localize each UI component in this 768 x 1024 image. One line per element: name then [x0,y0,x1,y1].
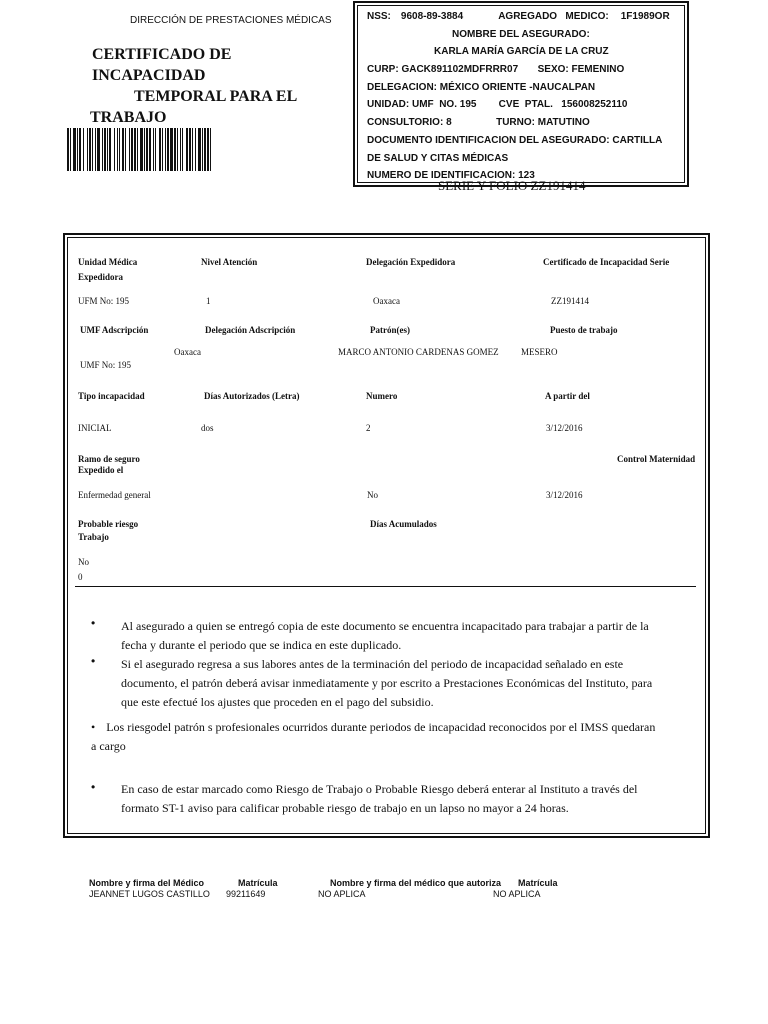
ramo-seguro-value: Enfermedad general [78,490,151,500]
probable-riesgo-value: No [78,557,89,567]
tipo-incapacidad-label: Tipo incapacidad [78,391,145,401]
delegacion-line: DELEGACION: MÉXICO ORIENTE -NAUCALPAN [367,82,596,93]
note-bullet-3: • [91,720,96,734]
medico-label: Nombre y firma del Médico [89,878,205,888]
expedidora-label: Expedidora [78,272,124,282]
numero-value: 2 [366,423,371,433]
certificate-title-line-1: CERTIFICADO DE INCAPACIDAD [92,46,232,84]
note-3-line-1 [91,718,701,737]
note-4 [121,780,638,818]
certificado-serie-label: Certificado de Incapacidad Serie [543,257,670,267]
note-4-line-1: En caso de estar marcado como Riesgo de Trabajo o Probable Riesgo deberá enterar al Instituto a través del [121,782,638,796]
certificate-title-line-2: TEMPORAL PARA EL [134,88,298,105]
unidad-medica-label: Unidad Médica [78,257,138,267]
note-3-line-1-text: Los riesgodel patrón s profesionales ocurridos durante periodos de incapacidad reconocidos por el IMSS quedaran [106,720,656,734]
medico-autoriza-label: Nombre y firma del médico que autoriza [330,878,502,888]
note-1-line-1: Al asegurado a quien se entregó copia de este documento se encuentra incapacitado para trabajar a partir de la [121,619,649,633]
patron-value: MARCO ANTONIO CARDENAS GOMEZ [338,347,499,357]
form-divider [75,586,696,587]
note-1 [121,617,649,655]
matricula-autoriza-label: Matrícula [518,878,558,888]
numero-identificacion-line: NUMERO DE IDENTIFICACION: 123 [367,170,535,181]
tipo-incapacidad-value: INICIAL [78,423,112,433]
dias-autorizados-label: Días Autorizados (Letra) [204,391,300,401]
matricula-value: 99211649 [226,889,266,899]
umf-adscripcion-value: UMF No: 195 [80,360,132,370]
matricula-label: Matrícula [238,878,278,888]
matricula-autoriza-value: NO APLICA [493,889,541,899]
agregado-label: AGREGADO MEDICO: [498,11,609,22]
delegacion-expedidora-value: Oaxaca [373,296,400,306]
trabajo-label: Trabajo [78,532,109,542]
curp-sexo-line: CURP: GACK891102MDFRRR07 SEXO: FEMENINO [367,64,625,75]
probable-riesgo-label: Probable riesgo [78,519,139,529]
control-maternidad-value: No [367,490,378,500]
note-2-line-2: documento, el patrón deberá avisar inmediatamente y por escrito a Prestaciones Económicas del Instituto, para [121,676,653,690]
dias-acumulados-value: 0 [78,572,83,582]
agregado-value: 1F1989OR [620,11,670,22]
nivel-atencion-label: Nivel Atención [201,257,258,267]
delegacion-adscripcion-value: Oaxaca [174,347,201,357]
medico-value: JEANNET LUGOS CASTILLO [89,889,210,899]
documento-line-1: DOCUMENTO IDENTIFICACION DEL ASEGURADO: CARTILLA [367,135,663,146]
note-2-line-3: que este efectué los ajustes que proceden en el pago del subsidio. [121,695,434,709]
nss-row [367,11,670,22]
a-partir-value: 3/12/2016 [546,423,583,433]
dias-acumulados-label: Días Acumulados [370,519,437,529]
numero-label: Numero [366,391,398,401]
control-maternidad-label: Control Maternidad [617,454,696,464]
nss-value: 9608-89-3884 [400,11,464,22]
delegacion-expedidora-label: Delegación Expedidora [366,257,456,267]
nombre-label: NOMBRE DEL ASEGURADO: [452,29,590,40]
expedido-el-label: Expedido el [78,465,124,475]
a-partir-label: A partir del [545,391,590,401]
delegacion-adscripcion-label: Delegación Adscripción [205,325,296,335]
note-bullet-2: • [91,654,96,668]
unidad-medica-value: UFM No: 195 [78,296,130,306]
note-2 [121,655,652,712]
patron-label: Patrón(es) [370,325,410,335]
documento-line-2: DE SALUD Y CITAS MÉDICAS [367,153,509,164]
note-4-line-2: formato ST-1 aviso para calificar probable riesgo de trabajo en un lapso no mayor a 24 horas. [121,801,569,815]
direccion-heading: DIRECCIÓN DE PRESTACIONES MÉDICAS [130,15,332,26]
consultorio-turno-line: CONSULTORIO: 8 TURNO: MATUTINO [367,117,590,128]
nss-label: NSS: [367,11,391,22]
barcode-image [67,128,347,171]
unidad-line: UNIDAD: UMF NO. 195 CVE PTAL. 156008252110 [367,99,628,110]
dias-autorizados-value: dos [201,423,214,433]
umf-adscripcion-label: UMF Adscripción [80,325,149,335]
note-1-line-2: fecha y durante el periodo que se indica en este duplicado. [121,638,402,652]
certificate-title [88,44,348,128]
nombre-value: KARLA MARÍA GARCÍA DE LA CRUZ [434,46,609,57]
note-bullet-1: • [91,616,96,630]
note-3 [91,718,701,756]
ramo-seguro-label: Ramo de seguro [78,454,140,464]
note-2-line-1: Si el asegurado regresa a sus labores antes de la terminación del periodo de incapacidad señalado en este [121,657,624,671]
note-3-line-2: a cargo [91,739,126,753]
puesto-trabajo-value: MESERO [521,347,558,357]
expedido-el-value: 3/12/2016 [546,490,583,500]
medico-autoriza-value: NO APLICA [318,889,366,899]
puesto-trabajo-label: Puesto de trabajo [550,325,618,335]
nivel-atencion-value: 1 [206,296,211,306]
certificado-serie-value: ZZ191414 [551,296,589,306]
certificate-title-line-3: TRABAJO [90,109,167,126]
serie-folio: SERIE Y FOLIO ZZ191414 [438,178,586,193]
note-bullet-4: • [91,780,96,794]
